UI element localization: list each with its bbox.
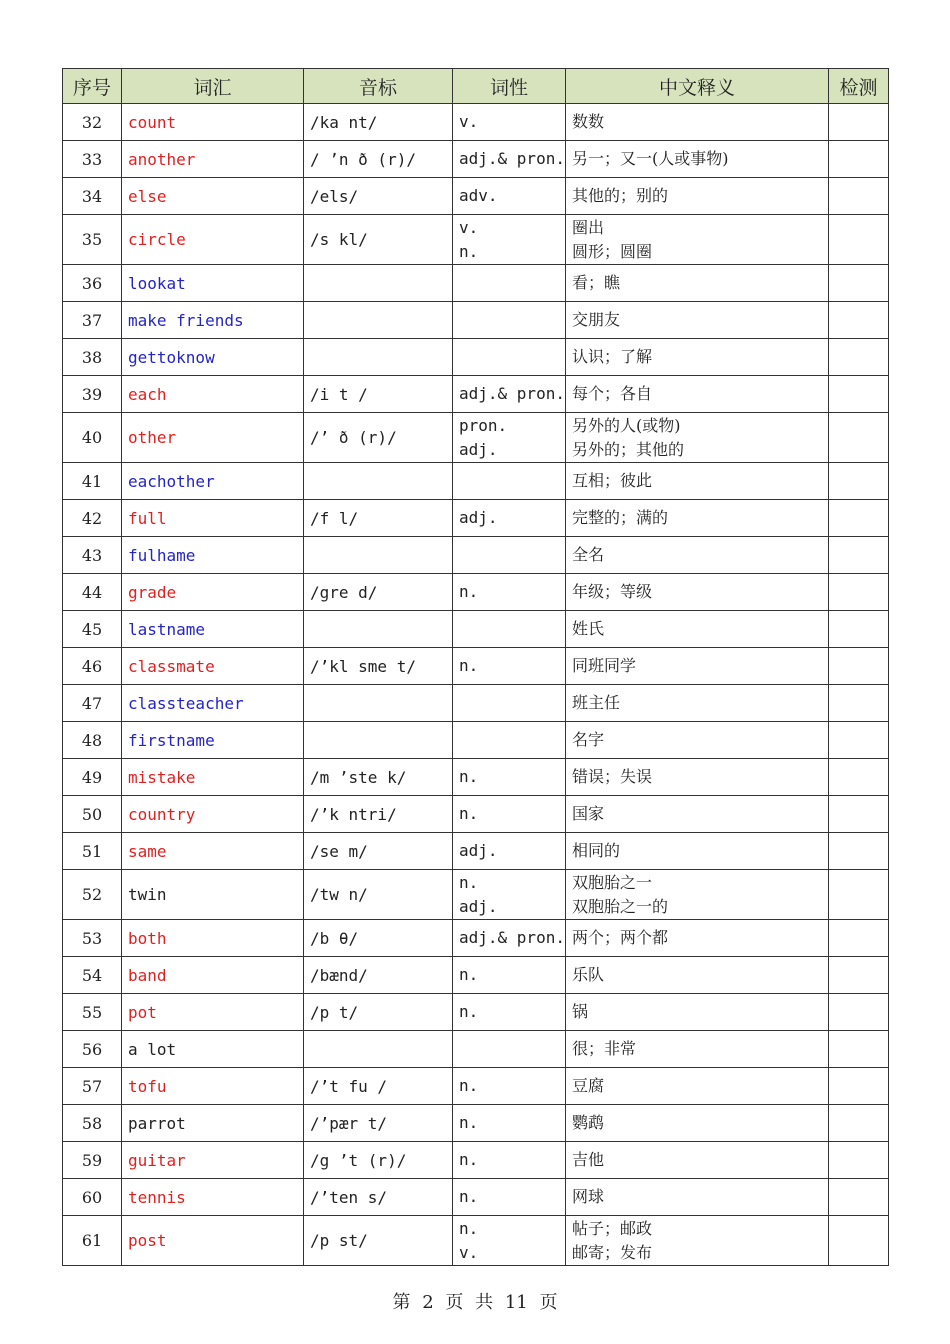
check-cell: [829, 1105, 889, 1142]
header-phonetic: 音标: [304, 69, 453, 104]
chinese-meaning: [566, 215, 829, 265]
part-of-speech: [453, 500, 566, 537]
table-row: [63, 796, 889, 833]
meaning-line: 互相；彼此: [572, 471, 653, 490]
table-row: [63, 1031, 889, 1068]
phonetic: [304, 339, 453, 376]
check-cell: [829, 1142, 889, 1179]
row-index: 50: [63, 796, 122, 833]
phonetic: /’k ntri/: [304, 796, 453, 833]
pos-line: n.: [459, 1076, 479, 1095]
pos-line: n.: [459, 872, 479, 892]
row-index: 37: [63, 302, 122, 339]
phonetic: /’ ð (r)/: [304, 413, 453, 463]
check-cell: [829, 413, 889, 463]
table-row: [63, 920, 889, 957]
table-row: [63, 537, 889, 574]
table-row: [63, 759, 889, 796]
page-footer: 第 2 页 共 11 页: [392, 1292, 558, 1313]
part-of-speech: [453, 178, 566, 215]
row-index: 60: [63, 1179, 122, 1216]
header-check: 检测: [829, 69, 889, 104]
check-cell: [829, 302, 889, 339]
part-of-speech: [453, 685, 566, 722]
check-cell: [829, 870, 889, 920]
chinese-meaning: [566, 104, 829, 141]
vocab-word: make friends: [122, 302, 304, 339]
meaning-line: 班主任: [572, 693, 621, 712]
table-row: [63, 302, 889, 339]
pos-line: adv.: [459, 186, 498, 205]
meaning-line: 其他的；别的: [572, 186, 669, 205]
table-row: [63, 413, 889, 463]
phonetic: /els/: [304, 178, 453, 215]
phonetic: /i t /: [304, 376, 453, 413]
row-index: 39: [63, 376, 122, 413]
table-row: [63, 870, 889, 920]
vocab-word: band: [122, 957, 304, 994]
vocab-word: gettoknow: [122, 339, 304, 376]
part-of-speech: [453, 796, 566, 833]
header-chinese-meaning: 中文释义: [566, 69, 829, 104]
table-row: [63, 685, 889, 722]
vocab-word: firstname: [122, 722, 304, 759]
chinese-meaning: [566, 870, 829, 920]
chinese-meaning: [566, 957, 829, 994]
check-cell: [829, 1068, 889, 1105]
phonetic: /se m/: [304, 833, 453, 870]
part-of-speech: [453, 759, 566, 796]
check-cell: [829, 611, 889, 648]
chinese-meaning: [566, 920, 829, 957]
meaning-line: 数数: [572, 112, 605, 131]
pos-line: adj.& pron.: [459, 384, 565, 403]
chinese-meaning: [566, 265, 829, 302]
part-of-speech: [453, 215, 566, 265]
row-index: 32: [63, 104, 122, 141]
row-index: 59: [63, 1142, 122, 1179]
phonetic: /p st/: [304, 1216, 453, 1266]
meaning-line: 锅: [572, 1002, 589, 1021]
check-cell: [829, 574, 889, 611]
part-of-speech: [453, 413, 566, 463]
check-cell: [829, 648, 889, 685]
check-cell: [829, 796, 889, 833]
table-row: [63, 1142, 889, 1179]
part-of-speech: [453, 648, 566, 685]
check-cell: [829, 339, 889, 376]
vocab-word: other: [122, 413, 304, 463]
meaning-line: 邮寄；发布: [572, 1242, 653, 1262]
meaning-line: 认识；了解: [572, 347, 653, 366]
pos-line: adj.& pron.: [459, 149, 565, 168]
chinese-meaning: [566, 1105, 829, 1142]
row-index: 40: [63, 413, 122, 463]
meaning-line: 全名: [572, 545, 605, 564]
chinese-meaning: [566, 178, 829, 215]
row-index: 46: [63, 648, 122, 685]
table-row: [63, 376, 889, 413]
phonetic: /s kl/: [304, 215, 453, 265]
check-cell: [829, 376, 889, 413]
part-of-speech: [453, 376, 566, 413]
chinese-meaning: [566, 500, 829, 537]
check-cell: [829, 1031, 889, 1068]
meaning-line: 很；非常: [572, 1039, 637, 1058]
vocabulary-table: [62, 68, 889, 1266]
chinese-meaning: [566, 1031, 829, 1068]
part-of-speech: [453, 1068, 566, 1105]
vocab-word: country: [122, 796, 304, 833]
table-row: [63, 178, 889, 215]
part-of-speech: [453, 574, 566, 611]
part-of-speech: [453, 1105, 566, 1142]
pos-line: n.: [459, 1113, 479, 1132]
row-index: 44: [63, 574, 122, 611]
pos-line: n.: [459, 656, 479, 675]
part-of-speech: [453, 833, 566, 870]
phonetic: [304, 537, 453, 574]
part-of-speech: [453, 463, 566, 500]
chinese-meaning: [566, 994, 829, 1031]
chinese-meaning: [566, 376, 829, 413]
row-index: 49: [63, 759, 122, 796]
table-row: [63, 722, 889, 759]
part-of-speech: [453, 957, 566, 994]
check-cell: [829, 178, 889, 215]
pos-line: pron.: [459, 415, 508, 435]
meaning-line: 帖子；邮政: [572, 1218, 653, 1238]
part-of-speech: [453, 994, 566, 1031]
pos-line: adj.: [459, 508, 498, 527]
table-row: [63, 500, 889, 537]
part-of-speech: [453, 920, 566, 957]
row-index: 57: [63, 1068, 122, 1105]
pos-line: adj.: [459, 896, 498, 916]
part-of-speech: [453, 265, 566, 302]
meaning-line: 吉他: [572, 1150, 605, 1169]
pos-line: n.: [459, 1218, 479, 1238]
phonetic: [304, 265, 453, 302]
phonetic: [304, 463, 453, 500]
row-index: 54: [63, 957, 122, 994]
phonetic: [304, 1031, 453, 1068]
phonetic: [304, 611, 453, 648]
row-index: 38: [63, 339, 122, 376]
check-cell: [829, 994, 889, 1031]
phonetic: /tw n/: [304, 870, 453, 920]
meaning-line: 交朋友: [572, 310, 621, 329]
row-index: 58: [63, 1105, 122, 1142]
meaning-line: 双胞胎之一: [572, 872, 653, 892]
vocab-word: another: [122, 141, 304, 178]
pos-line: n.: [459, 241, 479, 261]
chinese-meaning: [566, 413, 829, 463]
vocab-word: twin: [122, 870, 304, 920]
chinese-meaning: [566, 463, 829, 500]
check-cell: [829, 920, 889, 957]
table-row: [63, 611, 889, 648]
phonetic: /’t fu /: [304, 1068, 453, 1105]
chinese-meaning: [566, 611, 829, 648]
row-index: 36: [63, 265, 122, 302]
check-cell: [829, 500, 889, 537]
meaning-line: 网球: [572, 1187, 605, 1206]
part-of-speech: [453, 1216, 566, 1266]
part-of-speech: [453, 1179, 566, 1216]
meaning-line: 双胞胎之一的: [572, 896, 669, 916]
pos-line: v.: [459, 112, 479, 131]
table-row: [63, 1179, 889, 1216]
pos-line: n.: [459, 804, 479, 823]
table-row: [63, 1216, 889, 1266]
pos-line: n.: [459, 1002, 479, 1021]
row-index: 52: [63, 870, 122, 920]
phonetic: /’pær t/: [304, 1105, 453, 1142]
pos-line: n.: [459, 1150, 479, 1169]
table-row: [63, 574, 889, 611]
row-index: 56: [63, 1031, 122, 1068]
part-of-speech: [453, 1142, 566, 1179]
pos-line: n.: [459, 965, 479, 984]
header-part-of-speech: 词性: [453, 69, 566, 104]
table-row: [63, 215, 889, 265]
part-of-speech: [453, 1031, 566, 1068]
row-index: 55: [63, 994, 122, 1031]
table-row: [63, 994, 889, 1031]
chinese-meaning: [566, 648, 829, 685]
table-row: [63, 104, 889, 141]
phonetic: /gre d/: [304, 574, 453, 611]
vocab-word: same: [122, 833, 304, 870]
check-cell: [829, 722, 889, 759]
vocab-word: guitar: [122, 1142, 304, 1179]
meaning-line: 圈出: [572, 217, 605, 237]
table-row: [63, 265, 889, 302]
row-index: 45: [63, 611, 122, 648]
table-row: [63, 648, 889, 685]
meaning-line: 名字: [572, 730, 605, 749]
vocab-word: else: [122, 178, 304, 215]
table-header-row: [63, 69, 889, 104]
phonetic: / ʼn ð (r)/: [304, 141, 453, 178]
table-row: [63, 957, 889, 994]
table-row: [63, 339, 889, 376]
row-index: 47: [63, 685, 122, 722]
pos-line: adj.: [459, 841, 498, 860]
header-index: 序号: [63, 69, 122, 104]
row-index: 43: [63, 537, 122, 574]
vocab-word: count: [122, 104, 304, 141]
table-row: [63, 1105, 889, 1142]
pos-line: n.: [459, 1187, 479, 1206]
part-of-speech: [453, 870, 566, 920]
check-cell: [829, 215, 889, 265]
vocab-word: classteacher: [122, 685, 304, 722]
row-index: 53: [63, 920, 122, 957]
phonetic: /m ’ste k/: [304, 759, 453, 796]
phonetic: [304, 302, 453, 339]
chinese-meaning: [566, 759, 829, 796]
row-index: 48: [63, 722, 122, 759]
chinese-meaning: [566, 1142, 829, 1179]
chinese-meaning: [566, 141, 829, 178]
check-cell: [829, 1179, 889, 1216]
chinese-meaning: [566, 302, 829, 339]
check-cell: [829, 759, 889, 796]
meaning-line: 同班同学: [572, 656, 637, 675]
meaning-line: 错误；失误: [572, 767, 653, 786]
meaning-line: 每个；各自: [572, 384, 653, 403]
phonetic: [304, 722, 453, 759]
meaning-line: 另外的；其他的: [572, 439, 685, 459]
row-index: 41: [63, 463, 122, 500]
check-cell: [829, 265, 889, 302]
chinese-meaning: [566, 574, 829, 611]
chinese-meaning: [566, 1068, 829, 1105]
meaning-line: 鹦鹉: [572, 1113, 605, 1132]
vocab-word: fulhame: [122, 537, 304, 574]
phonetic: /’ten s/: [304, 1179, 453, 1216]
phonetic: [304, 685, 453, 722]
vocab-word: classmate: [122, 648, 304, 685]
part-of-speech: [453, 611, 566, 648]
table-body: [63, 104, 889, 1266]
meaning-line: 相同的: [572, 841, 621, 860]
phonetic: /g ’t (r)/: [304, 1142, 453, 1179]
pos-line: v.: [459, 1242, 479, 1262]
meaning-line: 两个；两个都: [572, 928, 669, 947]
check-cell: [829, 463, 889, 500]
chinese-meaning: [566, 339, 829, 376]
pos-line: v.: [459, 217, 479, 237]
check-cell: [829, 957, 889, 994]
meaning-line: 豆腐: [572, 1076, 605, 1095]
pos-line: n.: [459, 767, 479, 786]
chinese-meaning: [566, 1216, 829, 1266]
part-of-speech: [453, 141, 566, 178]
check-cell: [829, 1216, 889, 1266]
chinese-meaning: [566, 685, 829, 722]
phonetic: /f l/: [304, 500, 453, 537]
check-cell: [829, 537, 889, 574]
chinese-meaning: [566, 833, 829, 870]
vocab-word: eachother: [122, 463, 304, 500]
check-cell: [829, 833, 889, 870]
vocab-word: lookat: [122, 265, 304, 302]
vocab-word: a lot: [122, 1031, 304, 1068]
table-row: [63, 833, 889, 870]
meaning-line: 另外的人(或物): [572, 415, 681, 435]
meaning-line: 圆形；圆圈: [572, 241, 653, 261]
vocab-word: each: [122, 376, 304, 413]
row-index: 33: [63, 141, 122, 178]
row-index: 34: [63, 178, 122, 215]
part-of-speech: [453, 104, 566, 141]
vocab-word: mistake: [122, 759, 304, 796]
vocab-word: grade: [122, 574, 304, 611]
pos-line: adj.: [459, 439, 498, 459]
vocab-word: pot: [122, 994, 304, 1031]
meaning-line: 国家: [572, 804, 605, 823]
chinese-meaning: [566, 722, 829, 759]
chinese-meaning: [566, 1179, 829, 1216]
chinese-meaning: [566, 537, 829, 574]
part-of-speech: [453, 722, 566, 759]
vocab-word: circle: [122, 215, 304, 265]
vocab-word: tofu: [122, 1068, 304, 1105]
phonetic: /ka nt/: [304, 104, 453, 141]
vocab-word: full: [122, 500, 304, 537]
vocab-word: both: [122, 920, 304, 957]
meaning-line: 乐队: [572, 965, 605, 984]
chinese-meaning: [566, 796, 829, 833]
row-index: 51: [63, 833, 122, 870]
meaning-line: 完整的；满的: [572, 508, 669, 527]
header-word: 词汇: [122, 69, 304, 104]
pos-line: n.: [459, 582, 479, 601]
part-of-speech: [453, 339, 566, 376]
table-row: [63, 1068, 889, 1105]
vocab-word: post: [122, 1216, 304, 1266]
phonetic: /’kl sme t/: [304, 648, 453, 685]
part-of-speech: [453, 537, 566, 574]
phonetic: /b θ/: [304, 920, 453, 957]
row-index: 35: [63, 215, 122, 265]
row-index: 61: [63, 1216, 122, 1266]
check-cell: [829, 104, 889, 141]
phonetic: /p t/: [304, 994, 453, 1031]
table-row: [63, 463, 889, 500]
vocab-word: lastname: [122, 611, 304, 648]
check-cell: [829, 685, 889, 722]
meaning-line: 年级；等级: [572, 582, 653, 601]
meaning-line: 姓氏: [572, 619, 605, 638]
part-of-speech: [453, 302, 566, 339]
meaning-line: 看；瞧: [572, 273, 621, 292]
row-index: 42: [63, 500, 122, 537]
vocab-word: parrot: [122, 1105, 304, 1142]
check-cell: [829, 141, 889, 178]
pos-line: adj.& pron.: [459, 928, 565, 947]
phonetic: /bænd/: [304, 957, 453, 994]
vocab-word: tennis: [122, 1179, 304, 1216]
meaning-line: 另一；又一(人或事物): [572, 149, 729, 168]
table-row: [63, 141, 889, 178]
